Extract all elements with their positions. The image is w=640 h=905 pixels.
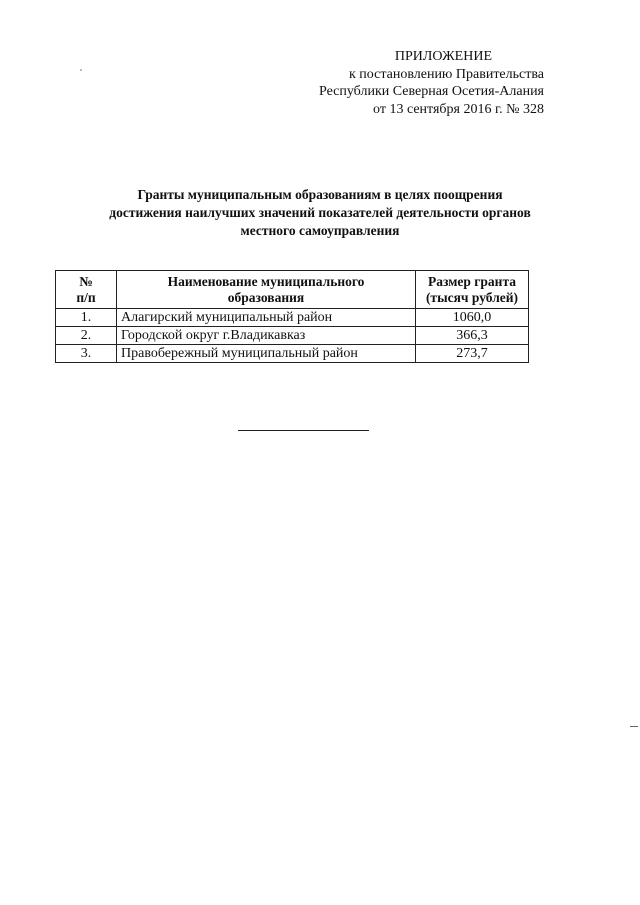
header-name-line-1: Наименование муниципального <box>167 274 365 289</box>
end-separator-line <box>238 430 369 431</box>
row-number: 3. <box>56 345 117 363</box>
appendix-line-2: Республики Северная Осетия-Алания <box>319 84 544 99</box>
table-row <box>56 309 529 327</box>
header-amount-line-2: (тысяч рублей) <box>425 290 519 305</box>
heading-line-3: местного самоуправления <box>240 223 400 238</box>
row-name: Городской округ г.Владикавказ <box>117 327 416 345</box>
header-amount-line-1: Размер гранта <box>427 274 516 289</box>
heading-line-1: Гранты муниципальным образованиям в целях поощрения <box>137 187 503 202</box>
row-amount: 366,3 <box>416 327 529 345</box>
header-amount <box>416 271 529 309</box>
row-name: Правобережный муниципальный район <box>117 345 416 363</box>
row-name: Алагирский муниципальный район <box>117 309 416 327</box>
document-heading <box>60 186 580 240</box>
table-row <box>56 327 529 345</box>
appendix-line-1: к постановлению Правительства <box>348 66 544 82</box>
row-amount: 273,7 <box>416 345 529 363</box>
heading-line-2: достижения наилучших значений показателей деятельности органов <box>109 205 531 220</box>
appendix-block <box>244 48 544 118</box>
grants-table <box>55 270 529 363</box>
header-number <box>56 271 117 309</box>
table-header-row <box>56 271 529 309</box>
row-number: 2. <box>56 327 117 345</box>
row-amount: 1060,0 <box>416 309 529 327</box>
row-number: 1. <box>56 309 117 327</box>
edge-mark <box>630 726 638 727</box>
header-name <box>117 271 416 309</box>
table-row <box>56 345 529 363</box>
appendix-line-3: от 13 сентября 2016 г. № 328 <box>373 101 544 117</box>
header-name-line-2: образования <box>227 290 305 305</box>
header-number-line-1: № <box>79 274 93 289</box>
appendix-title: ПРИЛОЖЕНИЕ <box>394 49 492 64</box>
header-number-line-2: п/п <box>76 290 96 305</box>
scan-speck <box>80 69 82 71</box>
